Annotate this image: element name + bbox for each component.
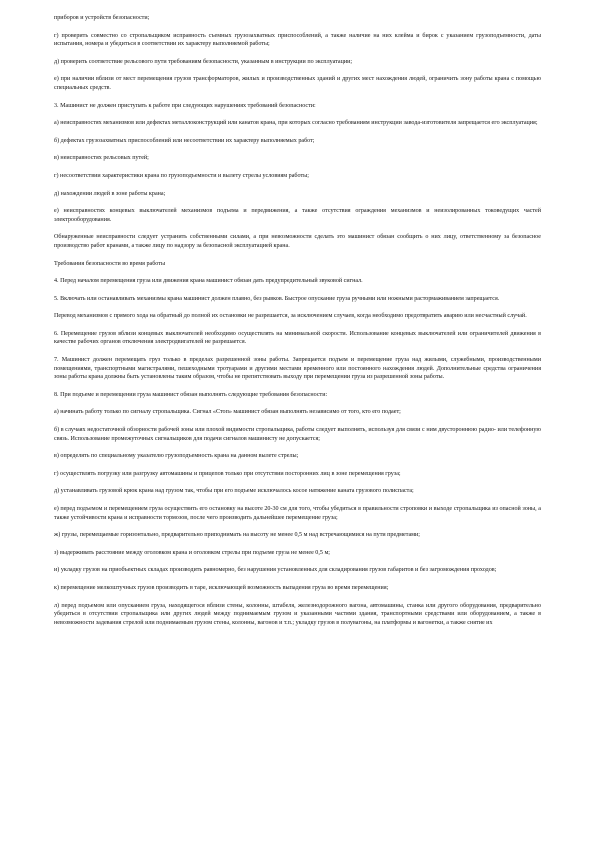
paragraph-defects-note: Обнаруженные неисправности следует устранить собственными силами, а при невозможности сделать это машинист обязан сообщить о них лицу, ответственному за безопасное производство работ кранами, а также лицу по надзору за безопасной эксплуатацией крана. xyxy=(54,234,541,249)
section-heading: Требования безопасности во время работы xyxy=(54,260,166,267)
paragraph-item-d3: д) устанавливать грузовой крюк крана над грузом так, чтобы при его подъеме исключалось косое натяжение каната грузового полиспаста; xyxy=(54,488,414,495)
paragraph-section-8: 8. При подъеме и перемещении груза машинист обязан выполнять следующие требования безопасности: xyxy=(54,391,328,398)
paragraph-item-zh: ж) грузы, перемещаемые горизонтально, предварительно приподнимать на высоту не менее 0,5 м над встречающимися на пути предметами; xyxy=(54,532,420,539)
paragraph-section-5: 5. Включать или останавливать механизмы крана машинист должен плавно, без рывков. Быстрое опускание груза ручными или ножными растормаживанием запрещается. xyxy=(54,295,500,302)
paragraph-item-v: в) неисправностях рельсовых путей; xyxy=(54,155,149,162)
text-continuation: приборов и устройств безопасности; xyxy=(54,15,150,21)
paragraph-item-z: з) выдерживать расстояние между оголовком крана и оголовком стрелы при подъеме груза не менее 0,5 м; xyxy=(54,549,330,556)
paragraph-item-a: а) неисправностях механизмов или дефектах металлоконструкций или канатов крана, при которых согласно требованиям инструкции завода-изготовителя запрещается его эксплуатация; xyxy=(54,120,538,127)
paragraph-item-b: б) дефектах грузозахватных приспособлений или несоответствии их характеру выполняемых работ; xyxy=(54,137,315,144)
paragraph-item-g3: г) осуществлять погрузку или разгрузку автомашины и прицепов только при отсутствии посторонних лиц в зоне перемещения груза; xyxy=(54,470,401,477)
paragraph-item-e: е) при наличии вблизи от мест перемещения грузов трансформаторов, жилых и производственных зданий и других мест нахождения людей, ограничить зону работы крана с помощью специальных средств. xyxy=(54,76,541,91)
paragraph-item-v3: в) определять по специальному указателю грузоподъемность крана на данном вылете стрелы; xyxy=(54,453,299,460)
paragraph-section-3: 3. Машинист не должен приступать к работе при следующих нарушениях требований безопасности: xyxy=(54,102,316,109)
paragraph-item-e2: е) неисправностях концевых выключателей механизмов подъема и передвижения, а также отсутствия ограждения механизмов и неизолированных токоведущих частей электрооборудования. xyxy=(54,208,541,223)
paragraph-item-g2: г) несоответствии характеристики крана по грузоподъемности и вылету стрелы условиям работы; xyxy=(54,172,309,179)
paragraph-item-e3: е) перед подъемом и перемещением груза осуществить его остановку на высоте 20-30 см для того, чтобы убедиться в правильности строповки и выходе стропальщика из опасной зоны, а также устойчивости крана и исправности тормозов, после чего производить дальнейшее перемещение груза; xyxy=(54,506,541,521)
paragraph-item-b3: б) в случаях недостаточной обзорности рабочей зоны или плохой видимости стропальщика, работы следует выполнять, используя для связи с ним двустороннюю радио- или телефонную связь. Использование промежуточных сигнальщиков для подачи сигналов машинисту не допускается; xyxy=(54,427,541,442)
paragraph-item-a3: а) начинать работу только по сигналу стропальщика. Сигнал «Стоп» машинист обязан выполнять независимо от того, кто его подает; xyxy=(54,409,401,416)
paragraph-item-l: л) перед подъемом или опусканием груза, находящегося вблизи стены, колонны, штабеля, железнодорожного вагона, автомашины, станка или другого оборудования, предварительно убедиться в отсутствии стропальщика или других людей между поднимаемым грузом и указанными частями здания, транспортными средствами или оборудованием, а также в невозможности задевания стрелой или поднимаемым грузом стены, колонны, вагонов и т.п.; укладку грузов в полувагоны, на платформы и вагонетки, а также снятие их xyxy=(54,602,541,626)
paragraph-section-7: 7. Машинист должен перемещать груз только в пределах разрешенной зоны работы. Запрещается подъем и перемещение груза над жилыми, служебными, производственными помещениями, транспортными магистралями, пешеходными тротуарами и другими местами временного или постоянного нахождения людей. Дополнительные средства ограничения зоны работы крана должны быть установлены таким образом, чтобы не препятствовать выходу при перемещении груза из разрешенной зоны работы. xyxy=(54,357,541,381)
paragraph-section-6: 6. Перемещение грузов вблизи концевых выключателей необходимо осуществлять на минимальной скорости. Использование концевых выключателей или ограничителей движения в качестве рабочих органов отключения электродвигателей не разрешается. xyxy=(54,330,541,346)
paragraph-reverse-note: Перевод механизмов с прямого хода на обратный до полной их остановки не разрешается, за исключением случаев, когда необходимо предотвратить аварию или несчастный случай. xyxy=(54,313,527,320)
paragraph-item-d2: д) нахождении людей в зоне работы крана; xyxy=(54,190,166,197)
paragraph-item-d: д) проверить соответствие рельсового пути требованиям безопасности, указанным в инструкции по эксплуатации; xyxy=(54,58,353,65)
paragraph-section-4: 4. Перед началом перемещения груза или движения крана машинист обязан дать предупредительный звуковой сигнал. xyxy=(54,278,363,285)
paragraph-item-k: к) перемещение мелкоштучных грузов производить в таре, исключающей возможность выпадения груза во время перемещения; xyxy=(54,584,389,591)
paragraph-item-i: и) укладку грузов на приобъектных складах производить равномерно, без нарушения установленных для складирования грузов габаритов и без загромождения проходов; xyxy=(54,567,497,574)
paragraph-item-g: г) проверить совместно со стропальщиком исправность съемных грузозахватных приспособлений, а также наличие на них клейма и бирок с указанием грузоподъемности, даты испытания, номера и убедиться в соответствии их характеру выполняемой работы; xyxy=(54,32,541,48)
